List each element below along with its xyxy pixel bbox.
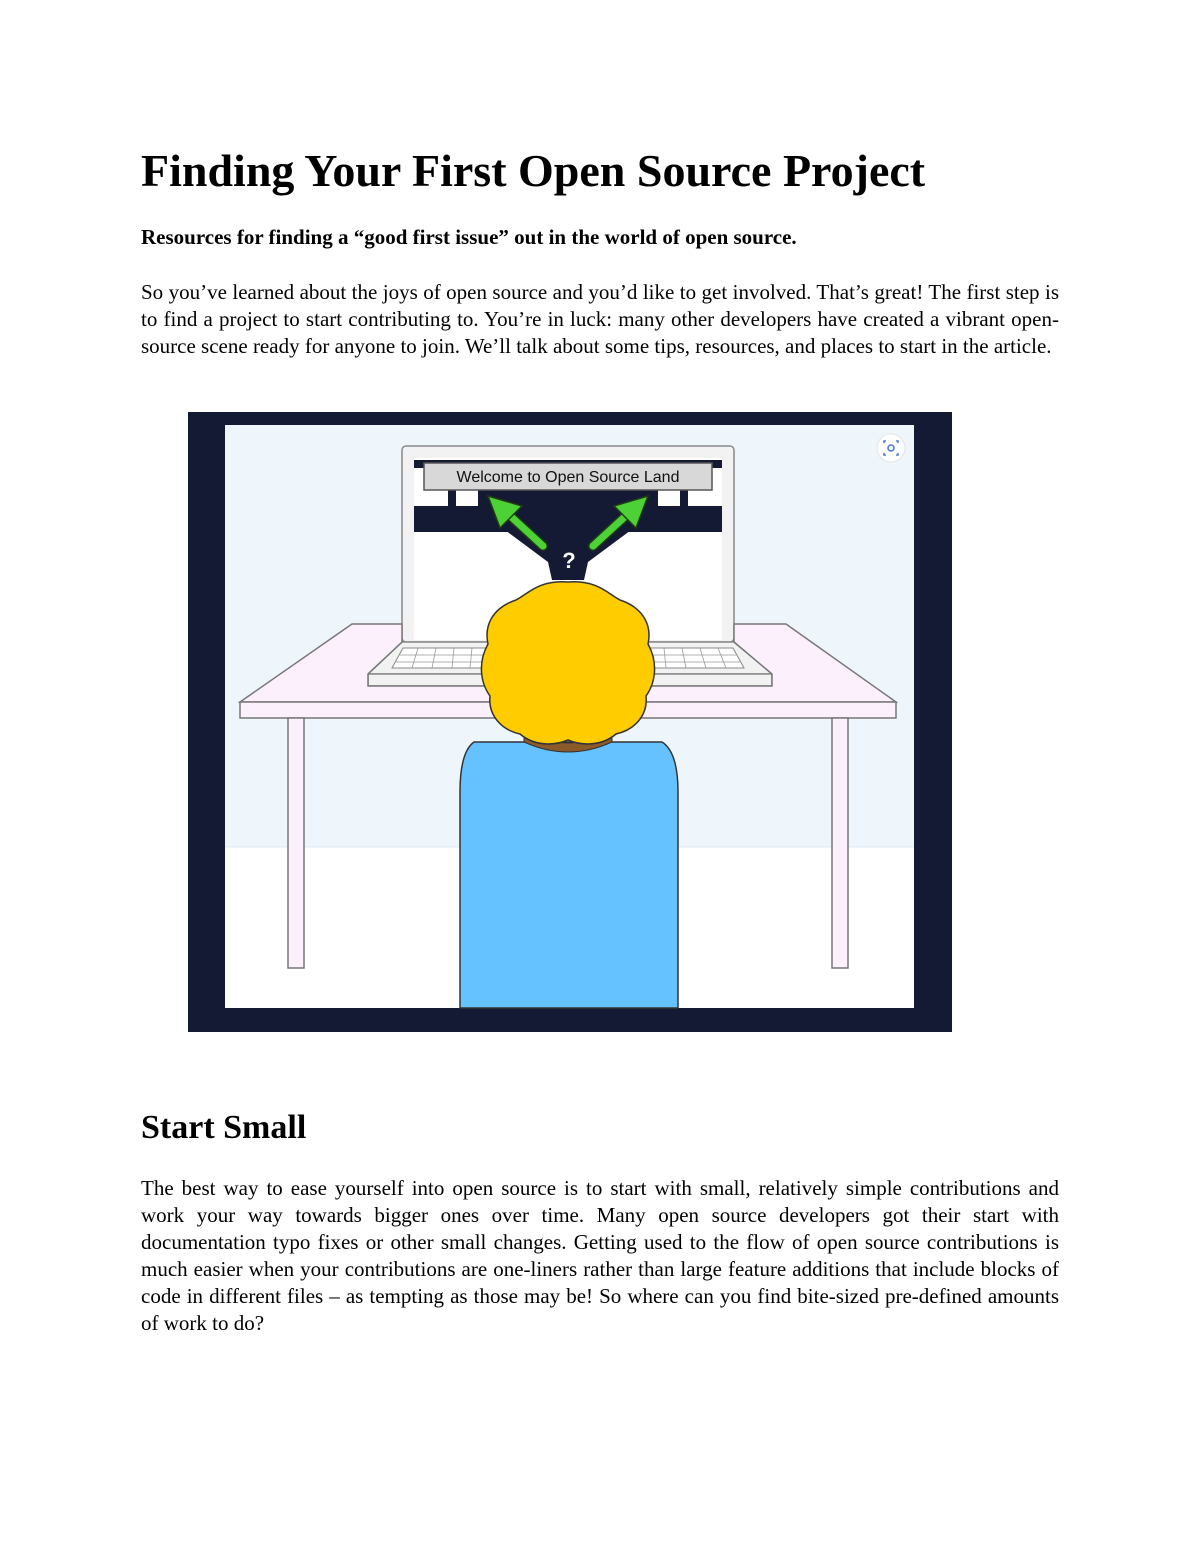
welcome-banner-text: Welcome to Open Source Land xyxy=(456,469,680,486)
page-subtitle: Resources for finding a “good first issue” out in the world of open source. xyxy=(141,225,797,249)
section-body-start-small: The best way to ease yourself into open source is to start with small, relatively simple contributions and work your way towards bigger ones over time. Many open source developers got their start with documentation typo fixes or other small changes. Getting used to the flow of open source contributions is much easier when your contributions are one-liners rather than large feature additions that include blocks of code in different files – as tempting as those may be! So where can you find bite-sized pre-defined amounts of work to do? xyxy=(141,1176,1059,1335)
illustration-figure xyxy=(188,412,952,1032)
intro-paragraph: So you’ve learned about the joys of open source and you’d like to get involved. That’s great! The first step is to find a project to start contributing to. You’re in luck: many other developers have created a vibrant open-source scene ready for anyone to join. We’ll talk about some tips, resources, and places to start in the article. xyxy=(141,280,1059,358)
shirt xyxy=(460,742,678,1008)
page-title: Finding Your First Open Source Project xyxy=(141,145,926,196)
section-heading-start-small: Start Small xyxy=(141,1109,307,1146)
person xyxy=(460,582,678,1008)
hair xyxy=(481,582,654,744)
visual-search-icon[interactable] xyxy=(877,434,905,462)
question-mark: ? xyxy=(562,548,576,573)
